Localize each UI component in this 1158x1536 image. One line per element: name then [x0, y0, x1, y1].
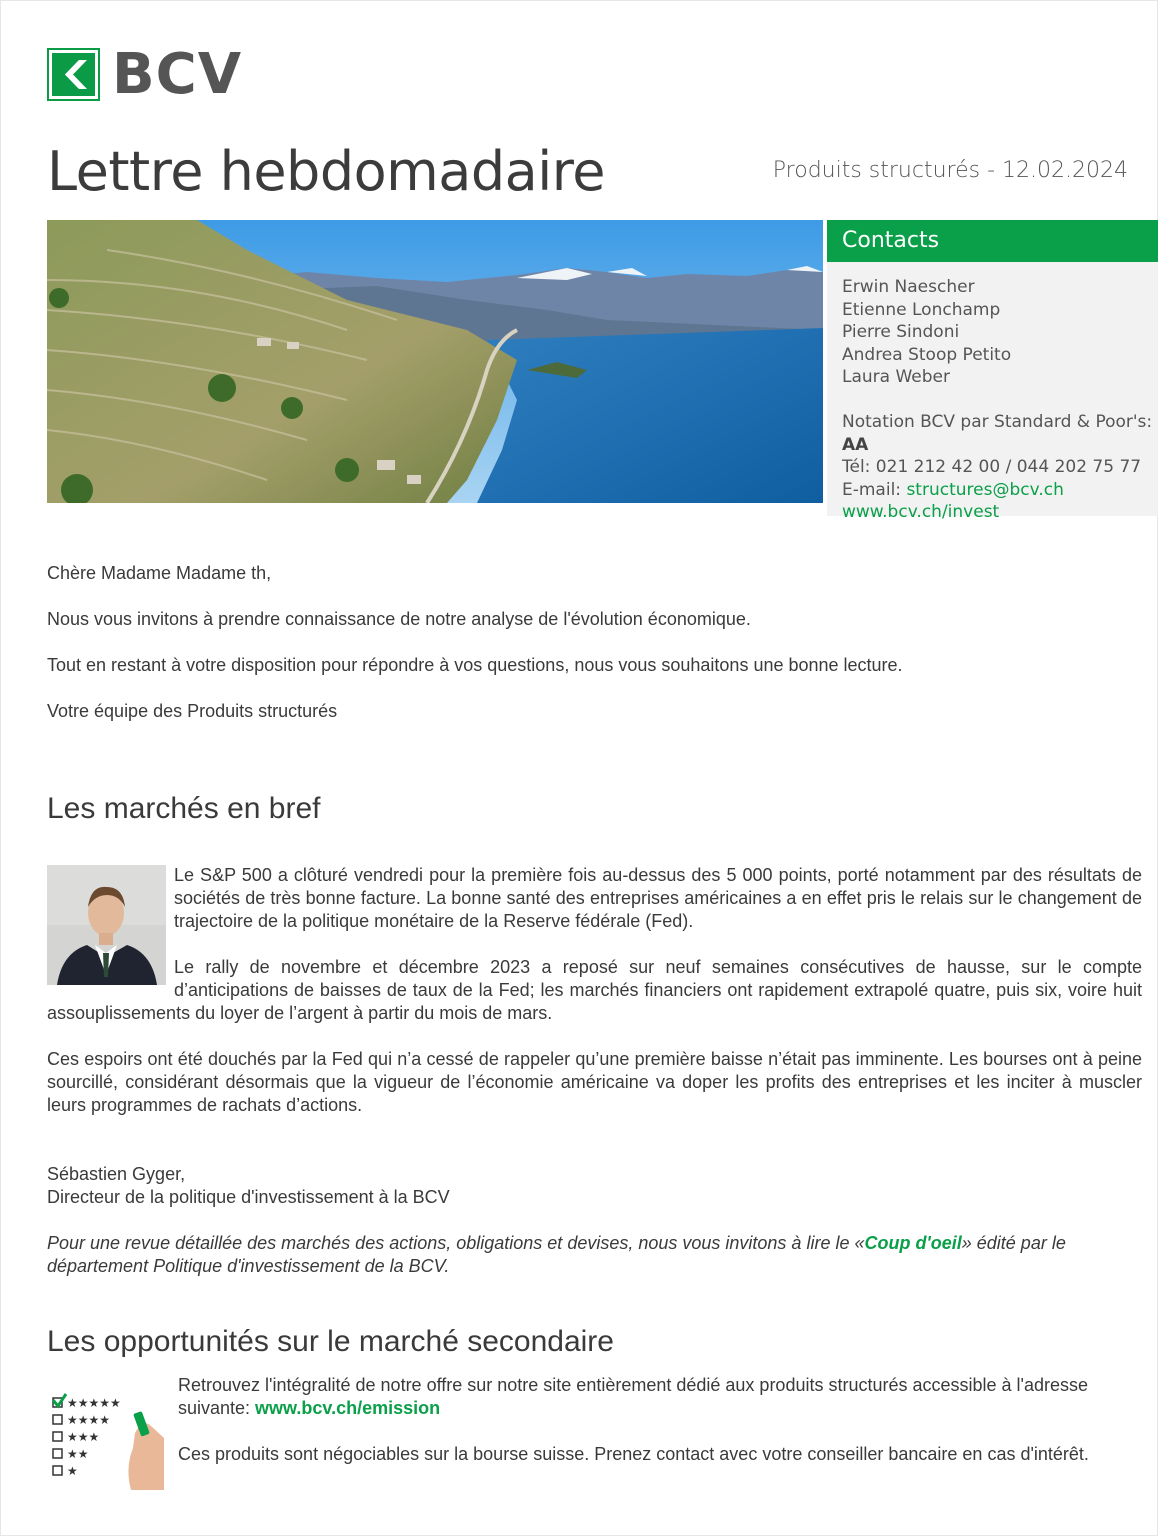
email-line [842, 479, 1158, 502]
note-text: Pour une revue détaillée des marchés des actions, obligations et devises, nous vous invitons à lire le « [47, 1233, 865, 1253]
svg-text:★: ★ [67, 1464, 78, 1478]
markets-article [47, 864, 1142, 1140]
logo-text: BCV [112, 42, 243, 107]
markets-paragraph: Le rally de novembre et décembre 2023 a reposé sur neuf semaines consécutives de hausse, sur le compte d’anticipations de baisses de taux de la Fed; les marchés financiers ont rapidement extrapolé quatre, puis six, voire huit assouplissements du loyer de l’argent à partir du mois de mars. [47, 957, 1142, 1023]
email-label: E-mail: [842, 479, 907, 500]
page-subtitle: Produits structurés - 12.02.2024 [772, 158, 1128, 183]
coup-doeil-note [47, 1232, 1142, 1278]
contact-name: Erwin Naescher [842, 277, 975, 297]
intro-paragraph: Tout en restant à votre disposition pour répondre à vos questions, nous vous souhaitons une bonne lecture. [47, 655, 903, 675]
contact-name: Etienne Lonchamp [842, 299, 1001, 320]
markets-paragraph: Le S&P 500 a clôturé vendredi pour la première fois au-dessus des 5 000 points, porté notamment par des résultats de sociétés de très bonne facture. La bonne santé des entreprises américaines a en effet pris le relais sur le changement de trajectoire de la politique monétaire de la Reserve fédérale (Fed). [174, 865, 1142, 931]
note-text: » édité par le département Politique d'investissement de la BCV. [47, 1233, 1066, 1276]
bcv-logo[interactable] [47, 42, 243, 107]
page-title: Lettre hebdomadaire [47, 140, 605, 203]
intro-paragraph: Nous vous invitons à prendre connaissance de notre analyse de l'évolution économique. [47, 609, 751, 629]
greeting: Chère Madame Madame th, [47, 563, 272, 583]
contacts-heading: Contacts [827, 220, 1158, 262]
opportunities-text [178, 1374, 1108, 1489]
contact-name: Laura Weber [842, 367, 950, 387]
rating-value: AA [842, 434, 869, 455]
opportunities-paragraph: Ces produits sont négociables sur la bourse suisse. Prenez contact avec votre conseiller bancaire en cas d'intérêt. [178, 1444, 1089, 1464]
opportunities-paragraph [178, 1374, 1108, 1420]
contact-name: Pierre Sindoni [842, 322, 960, 342]
emission-link[interactable]: www.bcv.ch/emission [255, 1398, 441, 1418]
rating-checklist-image [47, 1378, 164, 1490]
hero-image-lavaux-lake [47, 220, 823, 503]
markets-heading: Les marchés en bref [47, 792, 321, 825]
markets-paragraph: Ces espoirs ont été douchés par la Fed qui n’a cessé de rappeler qu’une première baisse n’était pas imminente. Les bourses ont à peine sourcillé, considérant désormais que la vigueur de l’économie américaine va doper les profits des entreprises et les inciter à muscler leurs programmes de rachats d’actions. [47, 1049, 1142, 1115]
email-link[interactable]: structures@bcv.ch [906, 479, 1064, 500]
intro-signoff: Votre équipe des Produits structurés [47, 701, 338, 721]
author-portrait [47, 865, 166, 985]
svg-text:★★★★★: ★★★★★ [67, 1396, 121, 1410]
bcv-logo-icon [47, 48, 100, 101]
author-title: Directeur de la politique d'investissement à la BCV [47, 1187, 450, 1207]
phone-line: Tél: 021 212 42 00 / 044 202 75 77 [842, 457, 1142, 477]
coup-doeil-link[interactable]: Coup d'oeil [864, 1233, 962, 1253]
rating-label: Notation BCV par Standard & Poor's: [842, 412, 1153, 432]
author-name: Sébastien Gyger, [47, 1164, 186, 1184]
intro-section [47, 562, 1142, 746]
svg-text:★★: ★★ [67, 1447, 89, 1461]
rating-line [842, 411, 1158, 456]
contacts-panel [827, 220, 1158, 522]
author-signature [47, 1163, 450, 1209]
svg-text:★★★: ★★★ [67, 1430, 100, 1444]
svg-text:★★★★: ★★★★ [67, 1413, 111, 1427]
opportunities-text-span: Retrouvez l'intégralité de notre offre sur notre site entièrement dédié aux produits structurés accessible à l'adresse suivante: [178, 1375, 1089, 1418]
website-link[interactable]: www.bcv.ch/invest [842, 502, 1000, 522]
opportunities-heading: Les opportunités sur le marché secondaire [47, 1325, 614, 1358]
contact-name: Andrea Stoop Petito [842, 344, 1012, 365]
